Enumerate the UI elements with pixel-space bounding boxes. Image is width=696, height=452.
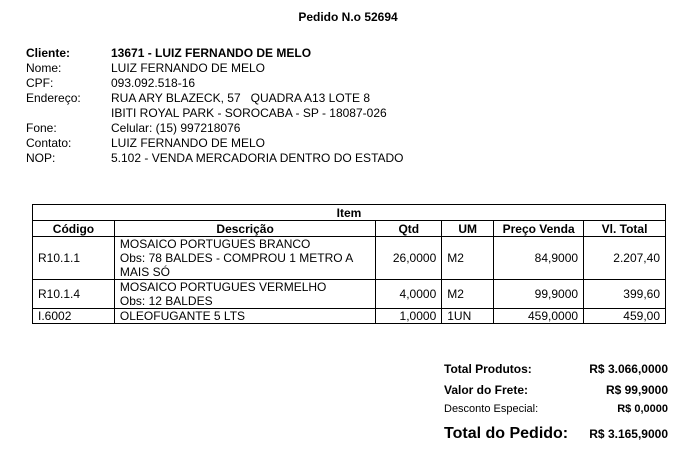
cliente-row (26, 46, 404, 61)
contato-value: LUIZ FERNANDO DE MELO (111, 136, 266, 150)
cell-um: M2 (442, 280, 494, 309)
nome-label: Nome: (26, 61, 62, 75)
cell-codigo: R10.1.4 (33, 280, 115, 309)
frete-label: Valor do Frete: (444, 383, 529, 397)
endereco-line-1: RUA ARY BLAZECK, 57 QUADRA A13 LOTE 8 (111, 91, 371, 105)
total-pedido-row (444, 425, 668, 443)
table-row (33, 237, 666, 280)
cliente-value: 13671 - LUIZ FERNANDO DE MELO (111, 46, 312, 60)
desconto-label: Desconto Especial: (444, 403, 539, 415)
cell-descricao (114, 309, 375, 324)
cell-um: 1UN (442, 309, 494, 324)
endereco-row (26, 91, 404, 106)
header-codigo: Código (33, 221, 115, 237)
cell-total: 2.207,40 (584, 237, 666, 280)
cpf-value: 093.092.518-16 (111, 76, 196, 90)
cell-preco: 84,9000 (494, 237, 584, 280)
total-pedido-value: R$ 3.165,9000 (589, 427, 668, 441)
total-produtos-label: Total Produtos: (444, 362, 532, 376)
contato-label: Contato: (26, 136, 72, 150)
descricao-line: Obs: 78 BALDES - COMPROU 1 METRO A (119, 251, 354, 265)
descricao-line: MOSAICO PORTUGUES VERMELHO (119, 280, 327, 294)
cell-descricao (114, 237, 375, 280)
contato-row (26, 136, 404, 151)
cell-codigo: R10.1.1 (33, 237, 115, 280)
table-row (33, 280, 666, 309)
fone-value: Celular: (15) 997218076 (111, 121, 241, 135)
nop-value: 5.102 - VENDA MERCADORIA DENTRO DO ESTADO (111, 151, 404, 165)
cell-um: M2 (442, 237, 494, 280)
descricao-line: MAIS SÓ (119, 265, 170, 279)
cell-preco: 459,0000 (494, 309, 584, 324)
table-row (33, 309, 666, 324)
descricao-line: Obs: 12 BALDES (119, 294, 213, 308)
items-header-row (33, 221, 666, 237)
cpf-row (26, 76, 404, 91)
cell-total: 459,00 (584, 309, 666, 324)
cell-codigo: I.6002 (33, 309, 115, 324)
cpf-label: CPF: (26, 76, 54, 90)
endereco-label: Endereço: (26, 91, 81, 105)
cell-preco: 99,9000 (494, 280, 584, 309)
total-pedido-label: Total do Pedido: (444, 425, 569, 442)
cliente-label: Cliente: (26, 46, 71, 60)
cell-qtd: 26,0000 (376, 237, 442, 280)
desconto-row (444, 403, 668, 425)
nop-row (26, 151, 404, 166)
cell-total: 399,60 (584, 280, 666, 309)
customer-info (26, 46, 404, 166)
nop-label: NOP: (26, 151, 56, 165)
header-um: UM (442, 221, 494, 237)
cell-qtd: 1,0000 (376, 309, 442, 324)
header-descricao: Descrição (114, 221, 375, 237)
descricao-line: OLEOFUGANTE 5 LTS (119, 309, 246, 323)
frete-value: R$ 99,9000 (605, 383, 668, 397)
desconto-value: R$ 0,0000 (617, 403, 668, 415)
cell-qtd: 4,0000 (376, 280, 442, 309)
header-qtd: Qtd (376, 221, 442, 237)
endereco-row-2 (26, 106, 404, 121)
header-vl-total: Vl. Total (584, 221, 666, 237)
endereco-line-2: IBITI ROYAL PARK - SOROCABA - SP - 18087-026 (111, 106, 387, 120)
frete-row (444, 383, 668, 403)
header-preco-venda: Preço Venda (494, 221, 584, 237)
order-title: Pedido N.o 52694 (298, 10, 398, 24)
cell-descricao (114, 280, 375, 309)
fone-row (26, 121, 404, 136)
total-produtos-value: R$ 3.066,0000 (589, 362, 668, 376)
items-group-header: Item (33, 205, 666, 221)
items-table (32, 204, 666, 324)
nome-value: LUIZ FERNANDO DE MELO (111, 61, 266, 75)
fone-label: Fone: (26, 121, 57, 135)
total-produtos-row (444, 362, 668, 383)
descricao-line: MOSAICO PORTUGUES BRANCO (119, 237, 311, 251)
nome-row (26, 61, 404, 76)
order-totals (444, 362, 668, 443)
